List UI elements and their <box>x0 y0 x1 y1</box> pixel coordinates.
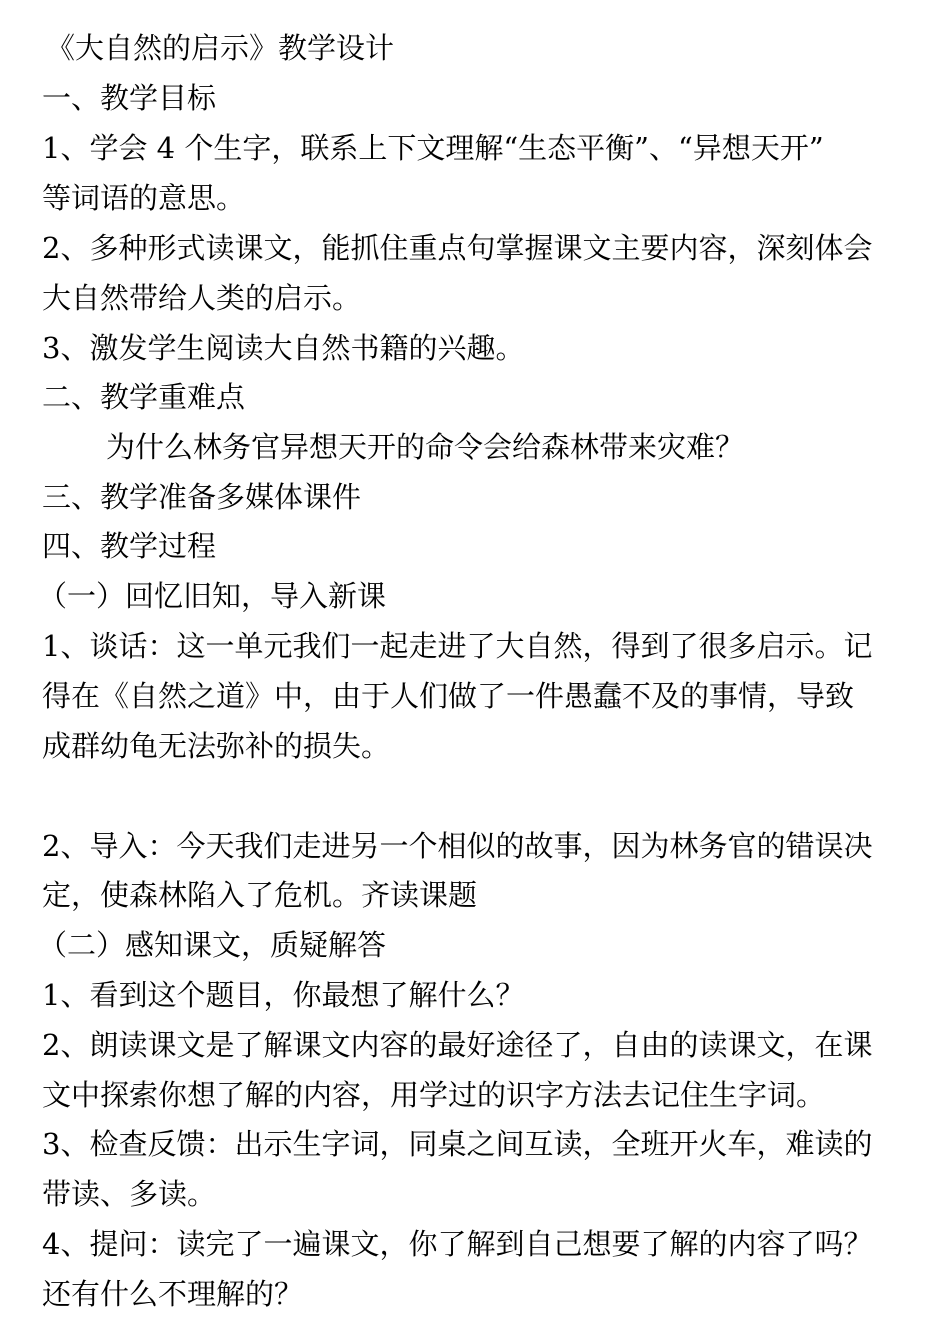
paragraph-line: 3、检查反馈：出示生字词，同桌之间互读，全班开火车，难读的 <box>42 1127 873 1161</box>
paragraph-line: 1、学会 4 个生字，联系上下文理解“生态平衡”、“异想天开” <box>42 131 824 165</box>
section-heading: 二、教学重难点 <box>42 380 246 414</box>
document-title: 《大自然的启示》教学设计 <box>46 31 395 65</box>
paragraph-line: 1、谈话：这一单元我们一起走进了大自然，得到了很多启示。记 <box>42 629 873 663</box>
paragraph-line: 等词语的意思。 <box>42 181 246 215</box>
paragraph-line: 4、提问：读完了一遍课文，你了解到自己想要了解的内容了吗？ <box>42 1227 873 1261</box>
paragraph-line: 带读、多读。 <box>42 1177 217 1211</box>
paragraph-line: 定，使森林陷入了危机。齐读课题 <box>42 878 478 912</box>
paragraph-line: 成群幼龟无法弥补的损失。 <box>42 729 391 763</box>
paragraph-line: 大自然带给人类的启示。 <box>42 281 362 315</box>
section-heading: 四、教学过程 <box>42 529 217 563</box>
section-heading: 三、教学准备多媒体课件 <box>42 480 362 514</box>
subsection-heading: （一）回忆旧知，导入新课 <box>38 579 387 613</box>
paragraph-line: 2、多种形式读课文，能抓住重点句掌握课文主要内容，深刻体会 <box>42 231 873 265</box>
paragraph-line: 文中探索你想了解的内容，用学过的识字方法去记住生字词。 <box>42 1078 826 1112</box>
paragraph-line: 2、朗读课文是了解课文内容的最好途径了，自由的读课文，在课 <box>42 1028 873 1062</box>
paragraph-line: 3、激发学生阅读大自然书籍的兴趣。 <box>42 331 525 365</box>
paragraph-line: 得在《自然之道》中，由于人们做了一件愚蠢不及的事情，导致 <box>42 679 855 713</box>
paragraph-line: 为什么林务官异想天开的命令会给森林带来灾难？ <box>106 430 745 464</box>
paragraph-line: 1、看到这个题目，你最想了解什么？ <box>42 978 525 1012</box>
paragraph-line: 2、导入：今天我们走进另一个相似的故事，因为林务官的错误决 <box>42 829 873 863</box>
paragraph-line: 还有什么不理解的？ <box>42 1277 304 1311</box>
subsection-heading: （二）感知课文，质疑解答 <box>38 928 387 962</box>
section-heading: 一、教学目标 <box>42 81 217 115</box>
